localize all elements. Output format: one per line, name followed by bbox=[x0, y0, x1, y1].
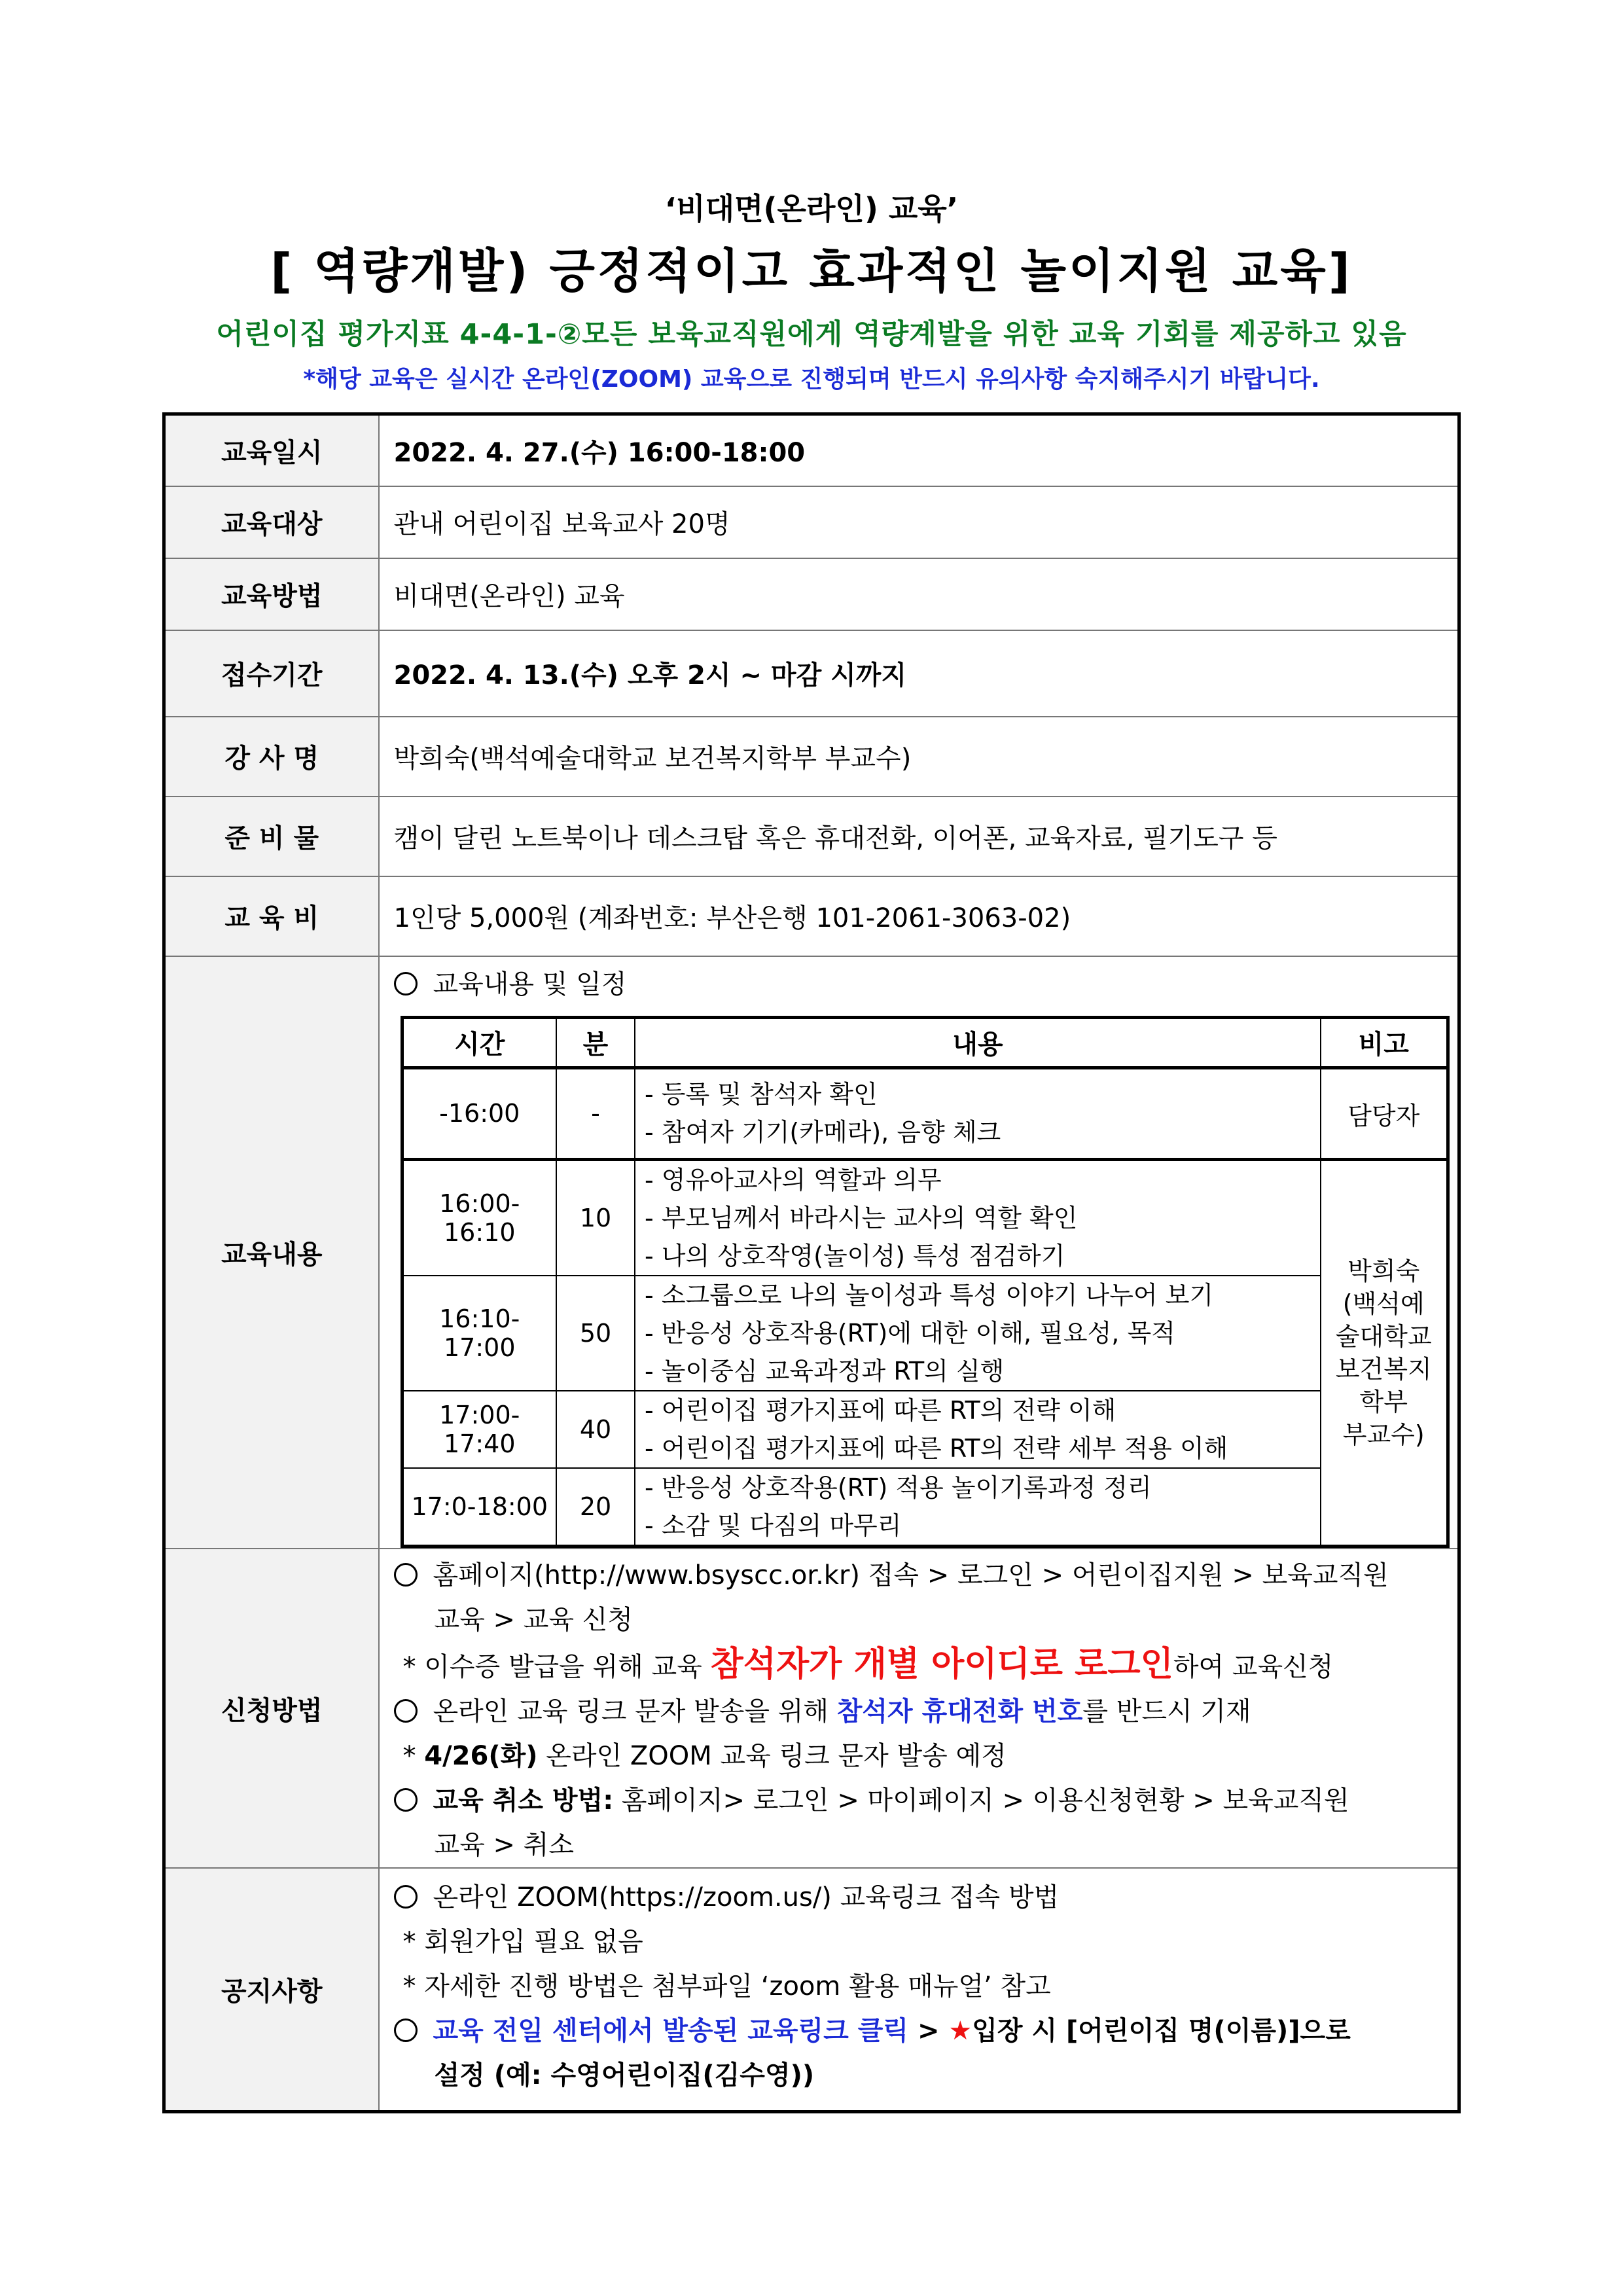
table-row bbox=[402, 1159, 1448, 1276]
row-min: 40 bbox=[556, 1391, 635, 1468]
row-min: 50 bbox=[556, 1276, 635, 1391]
row-content: - 등록 및 참석자 확인 - 참여자 기기(카메라), 음향 체크 bbox=[635, 1067, 1321, 1159]
label-apply: 신청방법 bbox=[164, 1549, 379, 1868]
login-emphasis: 참석자가 개별 아이디로 로그인 bbox=[710, 1645, 1173, 1684]
value-target: 관내 어린이집 보육교사 20명 bbox=[379, 486, 1459, 558]
value-method: 비대면(온라인) 교육 bbox=[379, 558, 1459, 630]
row-content: - 어린이집 평가지표에 따른 RT의 전략 이해 - 어린이집 평가지표에 따른 RT의 전략 세부 적용 이해 bbox=[635, 1391, 1321, 1468]
row-time: 16:10-17:00 bbox=[402, 1276, 556, 1391]
schedule-table bbox=[401, 1016, 1450, 1549]
row-time: -16:00 bbox=[402, 1067, 556, 1159]
table-row bbox=[402, 1276, 1448, 1391]
value-materials: 캠이 달린 노트북이나 데스크탑 혹은 휴대전화, 이어폰, 교육자료, 필기도구 등 bbox=[379, 797, 1459, 876]
row-time: 17:0-18:00 bbox=[402, 1468, 556, 1547]
apply-line-5b: 교육 > 취소 bbox=[434, 1830, 575, 1860]
circle-bullet-icon bbox=[394, 1699, 418, 1723]
row-note: 담당자 bbox=[1321, 1067, 1448, 1159]
value-lecturer: 박희숙(백석예술대학교 보건복지학부 부교수) bbox=[379, 717, 1459, 797]
table-row bbox=[402, 1391, 1448, 1468]
value-fee: 1인당 5,000원 (계좌번호: 부산은행 101-2061-3063-02) bbox=[379, 876, 1459, 956]
apply-line-1b: 교육 > 교육 신청 bbox=[434, 1605, 633, 1635]
row-content: - 반응성 상호작용(RT) 적용 놀이기록과정 정리 - 소감 및 다짐의 마무리 bbox=[635, 1468, 1321, 1547]
content-cell bbox=[379, 956, 1459, 1549]
circle-bullet-icon bbox=[394, 1563, 418, 1587]
label-target: 교육대상 bbox=[164, 486, 379, 558]
label-lecturer: 강 사 명 bbox=[164, 717, 379, 797]
label-content: 교육내용 bbox=[164, 956, 379, 1549]
star-icon: ★ bbox=[948, 2016, 972, 2046]
row-time: 16:00-16:10 bbox=[402, 1159, 556, 1276]
col-time: 시간 bbox=[402, 1017, 556, 1067]
notice-cell: 온라인 ZOOM(https://zoom.us/) 교육링크 접속 방법 * 회원가입 필요 없음 * 자세한 진행 방법은 첨부파일 ‘zoom 활용 매뉴얼’ 참고 교육 전일 센터에서 발송된 교육링크 클릭 > ★입장 시 [어린이집 명(이름)]으로 설정 (예: 수영어린이집(김수영)) bbox=[379, 1868, 1459, 2111]
row-content: - 영유아교사의 역할과 의무 - 부모님께서 바라시는 교사의 역할 확인 - 나의 상호작영(놀이성) 특성 점검하기 bbox=[635, 1159, 1321, 1276]
phone-emphasis: 참석자 휴대전화 번호 bbox=[836, 1696, 1083, 1727]
label-notice: 공지사항 bbox=[164, 1868, 379, 2111]
col-note: 비고 bbox=[1321, 1017, 1448, 1067]
apply-line-1: 홈페이지(http://www.bsyscc.or.kr) 접속 > 로그인 > 어린이집지원 > 보육교직원 bbox=[433, 1560, 1389, 1590]
circle-bullet-icon bbox=[394, 972, 418, 996]
value-period: 2022. 4. 13.(수) 오후 2시 ~ 마감 시까지 bbox=[379, 630, 1459, 717]
circle-bullet-icon bbox=[394, 2018, 418, 2042]
circle-bullet-icon bbox=[394, 1885, 418, 1909]
row-min: 20 bbox=[556, 1468, 635, 1547]
label-period: 접수기간 bbox=[164, 630, 379, 717]
label-method: 교육방법 bbox=[164, 558, 379, 630]
col-content: 내용 bbox=[635, 1017, 1321, 1067]
lecturer-note: 박희숙 (백석예 술대학교 보건복지 학부 부교수) bbox=[1321, 1159, 1448, 1547]
apply-cell: 홈페이지(http://www.bsyscc.or.kr) 접속 > 로그인 > 어린이집지원 > 보육교직원 교육 > 교육 신청 * 이수증 발급을 위해 교육 참석자가 개별 아이디로 로그인하여 교육신청 온라인 교육 링크 문자 발송을 위해 참석자 휴대전화 번호를 반드시 기재 * 4/26(화) 온라인 ZOOM 교육 링크 문자 발송 예정 교육 취소 방법: 홈페이지> 로그인 > 마이페이지 > 이용신청현황 > 보육교직원 교육 > 취소 bbox=[379, 1549, 1459, 1868]
label-fee: 교 육 비 bbox=[164, 876, 379, 956]
col-min: 분 bbox=[556, 1017, 635, 1067]
info-table bbox=[162, 412, 1461, 2113]
table-row bbox=[402, 1468, 1448, 1547]
label-materials: 준 비 물 bbox=[164, 797, 379, 876]
notice-text: *해당 교육은 실시간 온라인(ZOOM) 교육으로 진행되며 반드시 유의사항 숙지해주시기 바랍니다. bbox=[303, 366, 1320, 393]
table-row bbox=[402, 1067, 1448, 1159]
row-min: 10 bbox=[556, 1159, 635, 1276]
circle-bullet-icon bbox=[394, 1788, 418, 1812]
row-min: - bbox=[556, 1067, 635, 1159]
page-title: [ 역량개발) 긍정적이고 효과적인 놀이지원 교육] bbox=[270, 243, 1353, 298]
row-time: 17:00-17:40 bbox=[402, 1391, 556, 1468]
indicator-text: 어린이집 평가지표 4-4-1-②모든 보육교직원에게 역량계발을 위한 교육 기회를 제공하고 있음 bbox=[216, 318, 1407, 351]
value-date: 2022. 4. 27.(수) 16:00-18:00 bbox=[379, 414, 1459, 486]
row-content: - 소그룹으로 나의 놀이성과 특성 이야기 나누어 보기 - 반응성 상호작용(RT)에 대한 이해, 필요성, 목적 - 놀이중심 교육과정과 RT의 실행 bbox=[635, 1276, 1321, 1391]
subtitle: ‘비대면(온라인) 교육’ bbox=[664, 191, 959, 226]
label-date: 교육일시 bbox=[164, 414, 379, 486]
content-heading: 교육내용 및 일정 bbox=[380, 962, 1458, 1007]
